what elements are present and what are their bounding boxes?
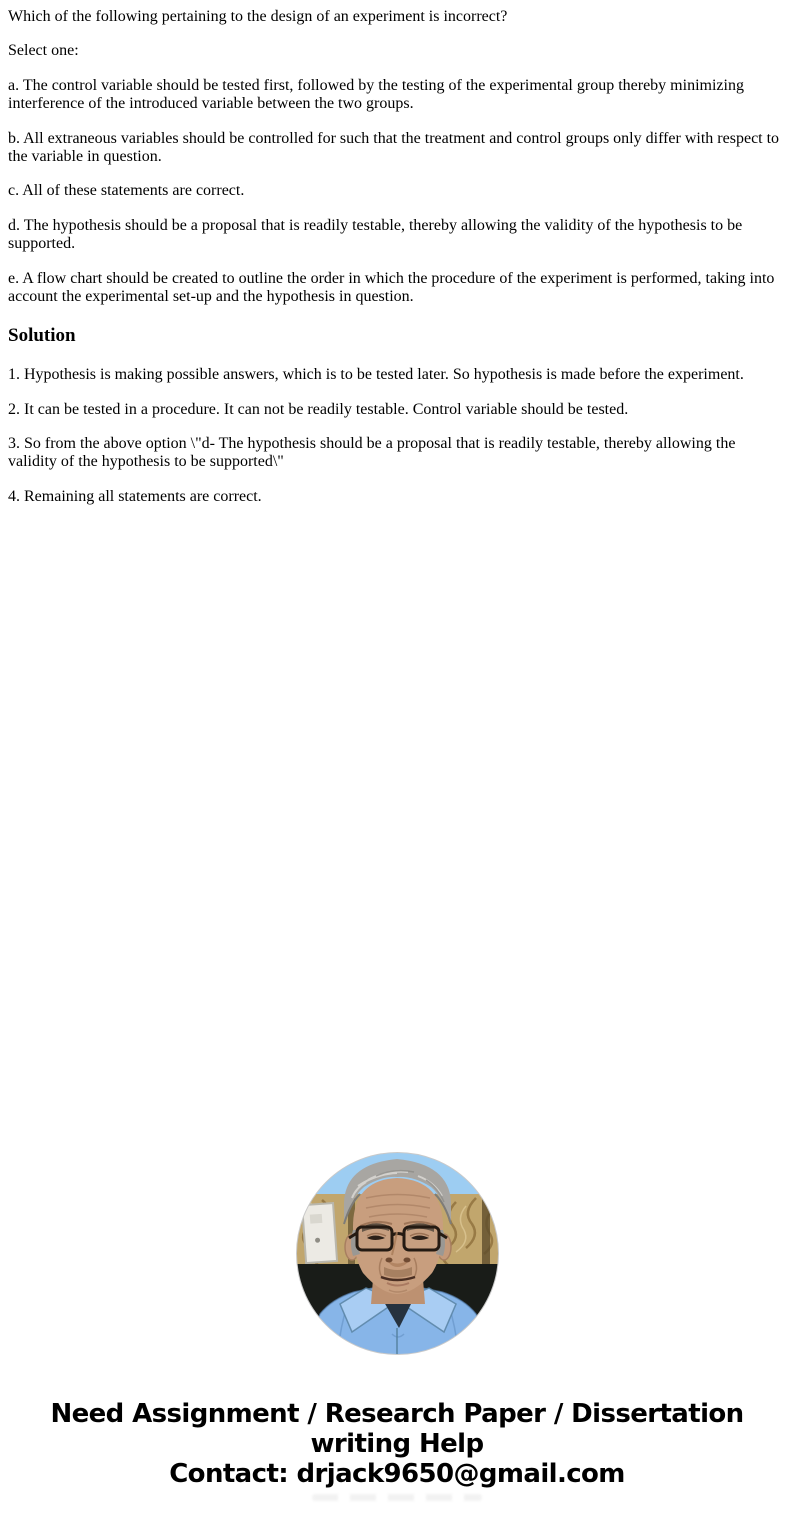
solution-point-1: 1. Hypothesis is making possible answers, which is to be tested later. So hypothesis is made before the experiment. [8,366,744,384]
solution-point-3: 3. So from the above option \"d- The hypothesis should be a proposal that is readily testable, thereby allowing the validity of the hypothesis to be supported\" [8,434,736,471]
answer-option-d: d. The hypothesis should be a proposal that is readily testable, thereby allowing the validity of the hypothesis to be supported. [8,216,743,253]
question-text: Which of the following pertaining to the design of an experiment is incorrect? [8,8,508,25]
presenter-photo-icon [296,1152,499,1355]
answer-option-b: b. All extraneous variables should be controlled for such that the treatment and control groups only differ with respect to the variable in question. [8,129,780,165]
footer-heading-line-2: writing Help [310,1429,484,1460]
presenter-avatar [8,1152,786,1355]
select-one-label: Select one: [8,42,79,60]
faint-watermark [312,1494,482,1501]
footer-ad [8,1399,786,1489]
solution-point-2: 2. It can be tested in a procedure. It can not be readily testable. Control variable should be tested. [8,400,629,418]
solution-heading: Solution [8,325,76,347]
solution-point-4: 4. Remaining all statements are correct. [8,487,262,505]
document-page [8,8,786,1501]
contact-line: Contact: drjack9650@gmail.com [169,1459,625,1490]
answer-option-e: e. A flow chart should be created to outline the order in which the procedure of the experiment is performed, taking into account the experimental set-up and the hypothesis in question. [8,269,775,305]
answer-option-a: a. The control variable should be tested first, followed by the testing of the experimental group thereby minimizing interference of the introduced variable between the two groups. [8,76,744,113]
footer-heading-line-1: Need Assignment / Research Paper / Dissertation [50,1399,744,1430]
answer-option-c: c. All of these statements are correct. [8,182,245,200]
